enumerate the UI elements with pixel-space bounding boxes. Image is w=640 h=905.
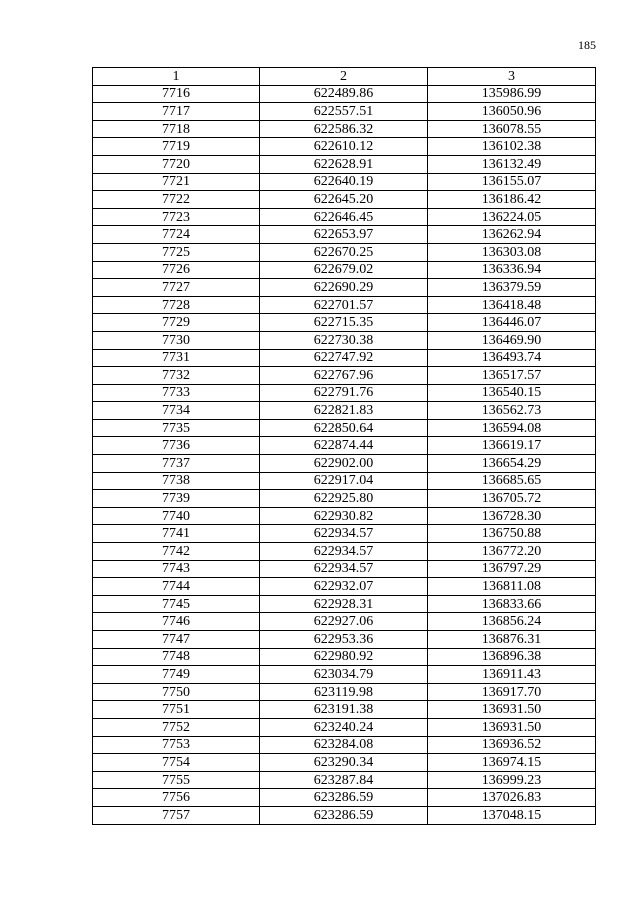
table-cell-col-2: 623284.08 [260, 736, 428, 754]
column-header-2: 2 [260, 68, 428, 86]
table-cell-col-1: 7755 [93, 771, 260, 789]
table-cell-col-1: 7757 [93, 806, 260, 824]
table-cell-col-1: 7730 [93, 331, 260, 349]
table-cell-col-1: 7716 [93, 85, 260, 103]
table-row [93, 120, 596, 138]
table-cell-col-1: 7756 [93, 789, 260, 807]
table-cell-col-2: 622690.29 [260, 279, 428, 297]
table-cell-col-3: 136594.08 [428, 419, 596, 437]
table-cell-col-1: 7717 [93, 103, 260, 121]
table-cell-col-1: 7724 [93, 226, 260, 244]
table-cell-col-3: 137026.83 [428, 789, 596, 807]
table-cell-col-2: 622586.32 [260, 120, 428, 138]
table-cell-col-3: 136797.29 [428, 560, 596, 578]
table-cell-col-1: 7719 [93, 138, 260, 156]
table-row [93, 736, 596, 754]
table-cell-col-1: 7741 [93, 525, 260, 543]
table-cell-col-3: 136224.05 [428, 208, 596, 226]
table-row [93, 155, 596, 173]
table-cell-col-2: 622747.92 [260, 349, 428, 367]
table-row [93, 507, 596, 525]
table-cell-col-2: 622953.36 [260, 631, 428, 649]
table-cell-col-1: 7735 [93, 419, 260, 437]
table-cell-col-2: 622934.57 [260, 543, 428, 561]
table-row [93, 806, 596, 824]
table-row [93, 191, 596, 209]
table-cell-col-1: 7737 [93, 455, 260, 473]
table-cell-col-2: 622489.86 [260, 85, 428, 103]
table-row [93, 560, 596, 578]
table-cell-col-3: 136772.20 [428, 543, 596, 561]
table-cell-col-3: 136493.74 [428, 349, 596, 367]
table-cell-col-3: 136050.96 [428, 103, 596, 121]
table-row [93, 683, 596, 701]
table-header [93, 68, 596, 86]
table-row [93, 631, 596, 649]
table-cell-col-2: 622934.57 [260, 525, 428, 543]
table-cell-col-2: 622628.91 [260, 155, 428, 173]
table-cell-col-2: 623191.38 [260, 701, 428, 719]
table-row [93, 701, 596, 719]
table-row [93, 243, 596, 261]
table-cell-col-1: 7742 [93, 543, 260, 561]
table-row [93, 490, 596, 508]
table-cell-col-1: 7745 [93, 595, 260, 613]
table-cell-col-1: 7749 [93, 666, 260, 684]
table-cell-col-2: 622925.80 [260, 490, 428, 508]
table-cell-col-2: 623286.59 [260, 806, 428, 824]
table-row [93, 384, 596, 402]
table-row [93, 419, 596, 437]
table-row [93, 754, 596, 772]
table-cell-col-3: 136418.48 [428, 296, 596, 314]
table-cell-col-3: 136654.29 [428, 455, 596, 473]
column-header-3: 3 [428, 68, 596, 86]
table-cell-col-2: 622679.02 [260, 261, 428, 279]
table-row [93, 789, 596, 807]
table-cell-col-2: 623240.24 [260, 718, 428, 736]
table-row [93, 455, 596, 473]
table-row [93, 173, 596, 191]
table-cell-col-2: 622610.12 [260, 138, 428, 156]
table-cell-col-2: 622927.06 [260, 613, 428, 631]
table-cell-col-2: 622557.51 [260, 103, 428, 121]
table-cell-col-1: 7725 [93, 243, 260, 261]
table-cell-col-3: 136262.94 [428, 226, 596, 244]
table-cell-col-2: 623287.84 [260, 771, 428, 789]
table-cell-col-3: 136446.07 [428, 314, 596, 332]
table-cell-col-1: 7733 [93, 384, 260, 402]
table-cell-col-1: 7729 [93, 314, 260, 332]
table-cell-col-3: 136186.42 [428, 191, 596, 209]
table-cell-col-3: 136876.31 [428, 631, 596, 649]
table-row [93, 367, 596, 385]
table-cell-col-3: 136856.24 [428, 613, 596, 631]
table-cell-col-1: 7723 [93, 208, 260, 226]
table-cell-col-1: 7718 [93, 120, 260, 138]
table-cell-col-3: 136685.65 [428, 472, 596, 490]
table-row [93, 578, 596, 596]
table-row [93, 437, 596, 455]
table-cell-col-2: 622917.04 [260, 472, 428, 490]
table-row [93, 261, 596, 279]
coordinates-table-container [92, 67, 595, 825]
table-cell-col-3: 135986.99 [428, 85, 596, 103]
table-row [93, 525, 596, 543]
table-row [93, 85, 596, 103]
table-cell-col-3: 136078.55 [428, 120, 596, 138]
table-cell-col-2: 622767.96 [260, 367, 428, 385]
table-cell-col-2: 622640.19 [260, 173, 428, 191]
table-cell-col-2: 622646.45 [260, 208, 428, 226]
table-cell-col-1: 7753 [93, 736, 260, 754]
table-cell-col-2: 622791.76 [260, 384, 428, 402]
table-cell-col-3: 136562.73 [428, 402, 596, 420]
table-row [93, 402, 596, 420]
table-row [93, 718, 596, 736]
table-cell-col-1: 7734 [93, 402, 260, 420]
table-row [93, 296, 596, 314]
table-cell-col-3: 136705.72 [428, 490, 596, 508]
table-cell-col-2: 622850.64 [260, 419, 428, 437]
table-row [93, 331, 596, 349]
table-cell-col-1: 7736 [93, 437, 260, 455]
table-cell-col-3: 137048.15 [428, 806, 596, 824]
table-cell-col-1: 7748 [93, 648, 260, 666]
table-cell-col-2: 622902.00 [260, 455, 428, 473]
table-cell-col-1: 7732 [93, 367, 260, 385]
table-cell-col-3: 136974.15 [428, 754, 596, 772]
table-cell-col-3: 136728.30 [428, 507, 596, 525]
table-cell-col-1: 7727 [93, 279, 260, 297]
table-cell-col-3: 136102.38 [428, 138, 596, 156]
table-cell-col-2: 622928.31 [260, 595, 428, 613]
table-cell-col-3: 136936.52 [428, 736, 596, 754]
table-cell-col-1: 7751 [93, 701, 260, 719]
table-row [93, 349, 596, 367]
table-cell-col-1: 7750 [93, 683, 260, 701]
table-cell-col-1: 7743 [93, 560, 260, 578]
table-cell-col-3: 136896.38 [428, 648, 596, 666]
table-cell-col-3: 136811.08 [428, 578, 596, 596]
table-cell-col-2: 623119.98 [260, 683, 428, 701]
table-cell-col-1: 7726 [93, 261, 260, 279]
table-cell-col-2: 622932.07 [260, 578, 428, 596]
coordinates-table [92, 67, 596, 825]
table-cell-col-2: 622701.57 [260, 296, 428, 314]
table-row [93, 138, 596, 156]
table-cell-col-2: 622670.25 [260, 243, 428, 261]
table-body [93, 85, 596, 824]
table-cell-col-3: 136303.08 [428, 243, 596, 261]
table-row [93, 314, 596, 332]
table-row [93, 279, 596, 297]
table-cell-col-1: 7720 [93, 155, 260, 173]
table-cell-col-3: 136931.50 [428, 718, 596, 736]
table-cell-col-1: 7721 [93, 173, 260, 191]
table-cell-col-2: 622934.57 [260, 560, 428, 578]
table-cell-col-3: 136517.57 [428, 367, 596, 385]
table-cell-col-2: 622930.82 [260, 507, 428, 525]
table-cell-col-3: 136931.50 [428, 701, 596, 719]
table-cell-col-2: 623290.34 [260, 754, 428, 772]
table-row [93, 103, 596, 121]
table-row [93, 666, 596, 684]
table-cell-col-2: 623286.59 [260, 789, 428, 807]
table-cell-col-3: 136999.23 [428, 771, 596, 789]
table-cell-col-1: 7746 [93, 613, 260, 631]
table-row [93, 543, 596, 561]
table-cell-col-3: 136911.43 [428, 666, 596, 684]
table-row [93, 472, 596, 490]
table-cell-col-1: 7728 [93, 296, 260, 314]
table-row [93, 613, 596, 631]
table-row [93, 226, 596, 244]
table-cell-col-1: 7754 [93, 754, 260, 772]
table-row [93, 771, 596, 789]
table-cell-col-1: 7722 [93, 191, 260, 209]
table-header-row [93, 68, 596, 86]
table-cell-col-3: 136833.66 [428, 595, 596, 613]
table-cell-col-2: 622645.20 [260, 191, 428, 209]
table-cell-col-2: 623034.79 [260, 666, 428, 684]
table-cell-col-3: 136540.15 [428, 384, 596, 402]
table-cell-col-3: 136917.70 [428, 683, 596, 701]
table-cell-col-3: 136619.17 [428, 437, 596, 455]
table-cell-col-2: 622980.92 [260, 648, 428, 666]
table-cell-col-1: 7752 [93, 718, 260, 736]
table-cell-col-1: 7738 [93, 472, 260, 490]
table-cell-col-3: 136336.94 [428, 261, 596, 279]
table-row [93, 648, 596, 666]
page-number: 185 [578, 38, 596, 52]
column-header-1: 1 [93, 68, 260, 86]
table-cell-col-1: 7744 [93, 578, 260, 596]
table-cell-col-2: 622821.83 [260, 402, 428, 420]
table-cell-col-3: 136750.88 [428, 525, 596, 543]
table-cell-col-1: 7739 [93, 490, 260, 508]
table-cell-col-2: 622653.97 [260, 226, 428, 244]
table-cell-col-2: 622715.35 [260, 314, 428, 332]
table-cell-col-3: 136155.07 [428, 173, 596, 191]
table-cell-col-2: 622730.38 [260, 331, 428, 349]
table-row [93, 208, 596, 226]
table-cell-col-2: 622874.44 [260, 437, 428, 455]
table-cell-col-3: 136469.90 [428, 331, 596, 349]
table-cell-col-3: 136379.59 [428, 279, 596, 297]
table-cell-col-3: 136132.49 [428, 155, 596, 173]
table-cell-col-1: 7740 [93, 507, 260, 525]
table-row [93, 595, 596, 613]
table-cell-col-1: 7747 [93, 631, 260, 649]
table-cell-col-1: 7731 [93, 349, 260, 367]
